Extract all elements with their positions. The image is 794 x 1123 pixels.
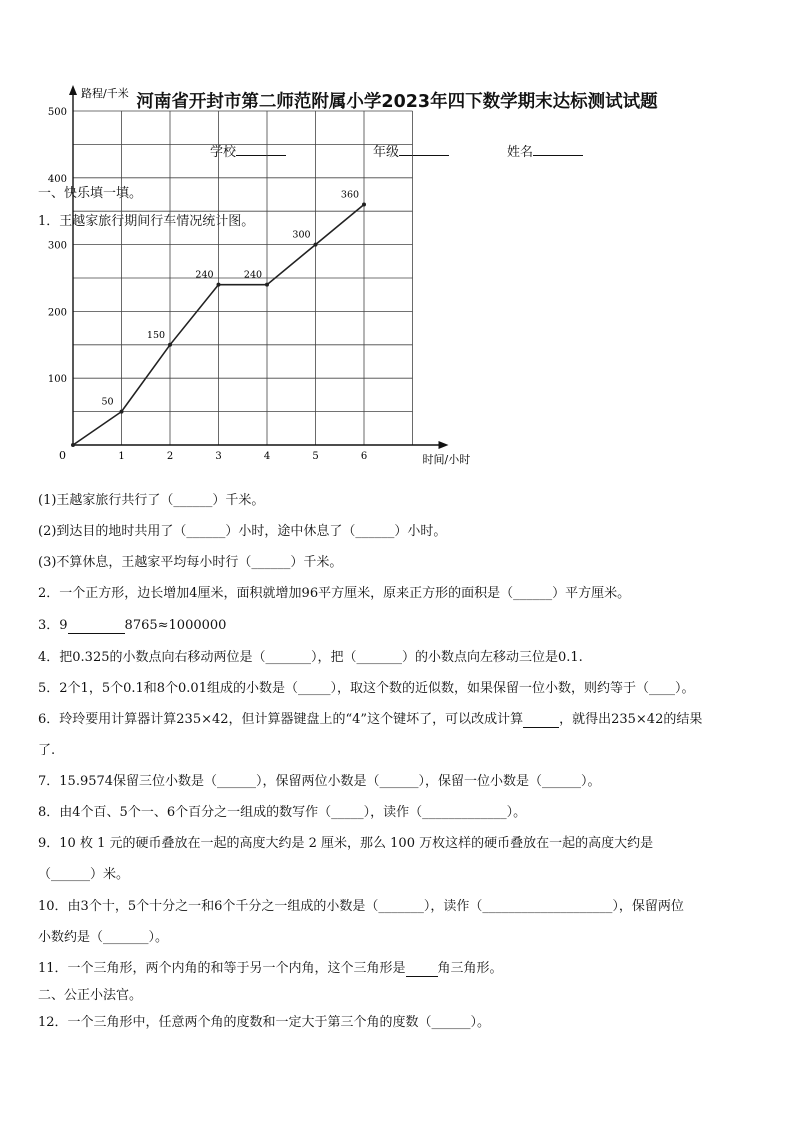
- y-tick-label: 500: [47, 107, 67, 118]
- question-11-blank[interactable]: [406, 961, 438, 977]
- data-label: 240: [243, 269, 263, 281]
- data-point: [71, 443, 75, 447]
- x-tick-label: 4: [263, 451, 271, 462]
- data-label: 240: [195, 269, 214, 281]
- data-point: [120, 410, 124, 414]
- data-point: [168, 343, 172, 347]
- question-10: 10．由3个十，5个十分之一和6个千分之一组成的小数是（_______），读作（____________________），保留两位: [38, 899, 684, 914]
- page-title: 河南省开封市第二师范附属小学2023年四下数学期末达标测试试题: [136, 92, 658, 112]
- question-2: 2．一个正方形，边长增加4厘米，面积就增加96平方厘米，原来正方形的面积是（______）平方厘米。: [38, 586, 631, 601]
- x-tick-label: 6: [360, 451, 368, 462]
- y-tick-label: 400: [47, 173, 67, 185]
- school-blank[interactable]: [236, 143, 286, 156]
- x-axis-label: 时间/小时: [422, 453, 471, 466]
- data-label: 50: [101, 396, 114, 408]
- question-11: [38, 957, 503, 977]
- question-5: 5．2个1，5个0.1和8个0.01组成的小数是（_____），取这个数的近似数，如果保留一位小数，则约等于（____）。: [38, 681, 695, 696]
- question-12: 12．一个三角形中，任意两个角的度数和一定大于第三个角的度数（______）。: [38, 1015, 491, 1030]
- question-3-start: 3．9: [38, 618, 68, 633]
- grade-blank[interactable]: [399, 143, 449, 156]
- data-label: 300: [292, 229, 311, 241]
- question-6-blank[interactable]: [523, 712, 559, 728]
- school-field: [210, 141, 286, 160]
- name-label: 姓名: [507, 145, 534, 160]
- grade-field: [373, 141, 449, 160]
- data-point: [265, 283, 269, 287]
- question-6-end: ，就得出235×42的结果: [559, 712, 703, 727]
- x-tick-label: 2: [166, 451, 174, 462]
- y-axis-label: 路程/千米: [81, 87, 129, 100]
- data-point: [217, 283, 221, 287]
- school-label: 学校: [210, 145, 237, 160]
- data-label: 360: [340, 189, 360, 201]
- grade-label: 年级: [373, 145, 400, 160]
- question-1-1: (1)王越家旅行共行了（______）千米。: [38, 493, 265, 508]
- question-7: 7．15.9574保留三位小数是（______），保留两位小数是（______），保留一位小数是（______）。: [38, 774, 601, 789]
- x-axis-arrow: [439, 441, 449, 449]
- question-11-start: 11．一个三角形，两个内角的和等于另一个内角，这个三角形是: [38, 961, 406, 976]
- name-blank[interactable]: [533, 143, 583, 156]
- question-9: 9．10 枚 1 元的硬币叠放在一起的高度大约是 2 厘米，那么 100 万枚这样的硬币叠放在一起的高度大约是: [38, 836, 654, 851]
- x-tick-label: 5: [312, 451, 319, 462]
- question-3-blank[interactable]: [68, 618, 125, 634]
- section-1-heading: 一、快乐填一填。: [38, 186, 143, 201]
- section-2-heading: 二、公正小法官。: [38, 988, 143, 1003]
- question-8: 8．由4个百、5个一、6个百分之一组成的数写作（_____），读作（_____________）。: [38, 805, 527, 820]
- y-tick-label: 300: [47, 240, 67, 252]
- question-11-end: 角三角形。: [437, 961, 503, 976]
- question-4: 4．把0.325的小数点向右移动两位是（_______），把（_______）的小数点向左移动三位是0.1.: [38, 650, 583, 665]
- question-3: [38, 614, 226, 634]
- x-tick-label: 1: [118, 451, 125, 462]
- x-tick-label: 3: [215, 451, 222, 462]
- question-10-continued: 小数约是（_______）。: [38, 930, 169, 945]
- question-3-end: 8765≈1000000: [124, 618, 227, 633]
- question-9-continued: （______）米。: [38, 867, 130, 882]
- question-1: 1．王越家旅行期间行车情况统计图。: [38, 214, 255, 229]
- y-tick-label: 200: [47, 307, 67, 319]
- data-point: [362, 203, 366, 207]
- question-6-continued: 了.: [38, 743, 56, 758]
- question-1-3: (3)不算休息，王越家平均每小时行（______）千米。: [38, 555, 343, 570]
- data-point: [314, 243, 318, 247]
- name-field: [507, 141, 583, 160]
- question-6-start: 6．玲玲要用计算器计算235×42，但计算器键盘上的“4”这个键坏了，可以改成计算: [38, 712, 524, 727]
- y-tick-label: 100: [47, 374, 67, 386]
- data-label: 150: [146, 329, 166, 341]
- origin-label: 0: [59, 449, 66, 462]
- question-1-2: (2)到达目的地时共用了（______）小时，途中休息了（______）小时。: [38, 524, 447, 539]
- question-6: [38, 708, 702, 728]
